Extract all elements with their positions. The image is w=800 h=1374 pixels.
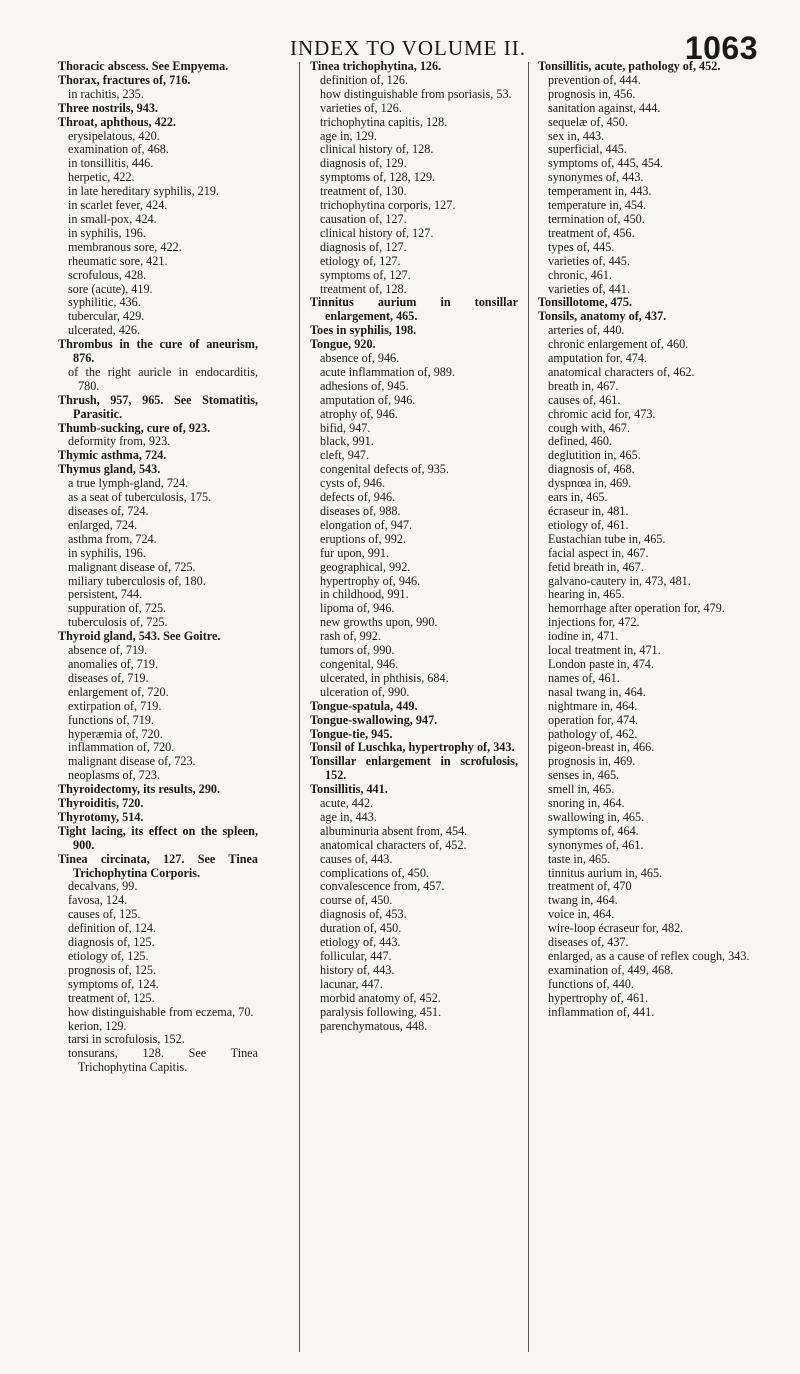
index-subentry: galvano-cautery in, 473, 481. (548, 573, 691, 588)
index-entry: Tonsillitis, acute, pathology of, 452. (538, 59, 721, 73)
index-subentry: local treatment in, 471. (548, 643, 661, 658)
index-subentry: congenital defects of, 935. (320, 462, 449, 477)
index-subentry: history of, 443. (320, 962, 395, 977)
index-subentry: acute, 442. (320, 796, 374, 811)
index-subentry: names of, 461. (548, 670, 620, 685)
index-subentry: synonymes of, 461. (548, 837, 644, 852)
index-subentry: ears in, 465. (548, 490, 608, 505)
index-subentry: types of, 445. (548, 239, 615, 254)
index-subentry: senses in, 465. (548, 768, 620, 783)
index-subentry: anomalies of, 719. (68, 656, 159, 671)
index-subentry: anatomical characters of, 452. (320, 837, 467, 852)
index-subentry: miliary tuberculosis of, 180. (68, 573, 206, 588)
index-subentry: etiology of, 443. (320, 935, 401, 950)
index-entry: Thorax, fractures of, 716. (58, 72, 191, 87)
index-subentry: inflammation of, 441. (548, 1004, 655, 1019)
index-subentry: rash of, 992. (320, 629, 381, 644)
index-subentry: clinical history of, 127. (320, 225, 434, 240)
index-entry: Tongue, 920. (310, 337, 376, 352)
index-subentry: varieties of, 445. (548, 253, 630, 268)
index-subentry: diseases of, 724. (68, 504, 149, 518)
index-entry: Tongue-spatula, 449. (310, 698, 418, 713)
index-subentry: causes of, 443. (320, 851, 393, 866)
index-subentry: as a seat of tuberculosis, 175. (68, 490, 212, 505)
index-subentry: clinical history of, 128. (320, 142, 434, 157)
index-subentry: persistent, 744. (68, 587, 143, 602)
index-subentry: in late hereditary syphilis, 219. (68, 184, 219, 199)
index-subentry: erysipelatous, 420. (68, 128, 160, 143)
index-column-3 (538, 60, 763, 1020)
index-entry: Thrombus in the cure of aneurism, 876. (58, 337, 258, 366)
index-subentry: hemorrhage after operation for, 479. (548, 601, 725, 616)
index-subentry: diseases of, 437. (548, 935, 629, 950)
index-subentry: trichophytina capitis, 128. (320, 114, 448, 129)
index-entry: Thymus gland, 543. (58, 462, 161, 477)
index-subentry: in scarlet fever, 424. (68, 198, 168, 213)
index-entry: Thyrotomy, 514. (58, 809, 144, 824)
index-subentry: fetid breath in, 467. (548, 559, 644, 574)
index-subentry: extirpation of, 719. (68, 698, 162, 713)
index-subentry: symptoms of, 127. (320, 267, 411, 282)
index-subentry: functions of, 440. (548, 976, 634, 991)
index-subentry: voice in, 464. (548, 907, 615, 922)
index-entry: Throat, aphthous, 422. (58, 114, 176, 129)
index-subentry: ulcerated, in phthisis, 684. (320, 670, 449, 685)
index-subentry: prognosis in, 469. (548, 754, 636, 769)
index-entry: Thyroid gland, 543. See Goitre. (58, 629, 221, 644)
index-subentry: sequelæ of, 450. (548, 114, 628, 129)
index-subentry: chronic enlargement of, 460. (548, 337, 689, 352)
index-subentry: varieties of, 441. (548, 281, 630, 296)
index-subentry: trichophytina corporis, 127. (320, 198, 456, 213)
column-divider (299, 62, 300, 1352)
index-entry: Tongue-swallowing, 947. (310, 712, 438, 727)
index-subentry: symptoms of, 128, 129. (320, 170, 436, 185)
index-subentry: diagnosis of, 125. (68, 935, 155, 950)
index-subentry: symptoms of, 124. (68, 976, 159, 991)
index-subentry: albuminuria absent from, 454. (320, 823, 468, 838)
index-entry: Tonsillar enlargement in scrofulosis, 152. (310, 754, 518, 783)
index-column-1 (58, 60, 258, 1075)
index-subentry: asthma from, 724. (68, 531, 157, 546)
index-subentry: decalvans, 99. (68, 879, 138, 894)
index-subentry: ulceration of, 990. (320, 684, 410, 699)
index-subentry: treatment of, 456. (548, 225, 635, 240)
index-subentry: syphilitic, 436. (68, 295, 141, 310)
index-subentry: defects of, 946. (320, 490, 396, 505)
index-subentry: treatment of, 128. (320, 281, 407, 296)
index-subentry: age in, 443. (320, 809, 377, 824)
index-subentry: definition of, 126. (320, 72, 409, 87)
index-subentry: temperature in, 454. (548, 198, 647, 213)
index-subentry: etiology of, 461. (548, 517, 629, 532)
index-subentry: deglutition in, 465. (548, 448, 641, 463)
index-subentry: causation of, 127. (320, 211, 407, 226)
page-number: 1063 (684, 30, 758, 66)
index-subentry: scrofulous, 428. (68, 267, 147, 282)
index-subentry: tarsi in scrofulosis, 152. (68, 1032, 185, 1047)
index-subentry: tuberculosis of, 725. (68, 615, 168, 630)
index-subentry: in syphilis, 196. (68, 225, 146, 240)
index-subentry: treatment of, 125. (68, 990, 155, 1005)
index-subentry: termination of, 450. (548, 211, 645, 226)
index-subentry: pathology of, 462. (548, 726, 638, 741)
index-entry: Tonsillotome, 475. (538, 295, 633, 310)
index-subentry: synonymes of, 443. (548, 170, 644, 185)
index-subentry: in childhood, 991. (320, 587, 409, 602)
index-subentry: diseases of, 988. (320, 504, 401, 518)
index-entry: Tongue-tie, 945. (310, 726, 393, 741)
index-subentry: how distinguishable from eczema, 70. (68, 1004, 254, 1019)
index-subentry: diagnosis of, 468. (548, 462, 635, 477)
running-title: INDEX TO VOLUME II. (290, 36, 526, 60)
index-subentry: black, 991. (320, 434, 374, 449)
index-subentry: eruptions of, 992. (320, 531, 406, 546)
index-subentry: dyspnœa in, 469. (548, 476, 632, 491)
index-subentry: facial aspect in, 467. (548, 545, 649, 560)
index-subentry: diagnosis of, 453. (320, 907, 407, 922)
index-subentry: new growths upon, 990. (320, 615, 438, 630)
index-subentry: herpetic, 422. (68, 170, 135, 185)
index-entry: Thyroiditis, 720. (58, 796, 144, 811)
index-subentry: écraseur in, 481. (548, 504, 629, 518)
index-subentry: congenital, 946. (320, 656, 399, 671)
index-subentry: sore (acute), 419. (68, 281, 153, 296)
index-subentry: symptoms of, 464. (548, 823, 639, 838)
index-subentry: injections for, 472. (548, 615, 640, 630)
index-subentry: treatment of, 130. (320, 184, 407, 199)
index-subentry: in syphilis, 196. (68, 545, 146, 560)
index-subentry: anatomical characters of, 462. (548, 364, 695, 379)
index-subentry: lipoma of, 946. (320, 601, 395, 616)
index-entry: Tonsil of Luschka, hypertrophy of, 343. (310, 740, 515, 755)
index-subentry: amputation for, 474. (548, 351, 648, 366)
index-subentry: diseases of, 719. (68, 670, 149, 685)
index-subentry: deformity from, 923. (68, 434, 171, 449)
index-subentry: amputation of, 946. (320, 392, 416, 407)
index-subentry: bifid, 947. (320, 420, 371, 435)
index-entry: Thrush, 957, 965. See Stomatitis, Parasitic. (58, 392, 258, 421)
index-subentry: causes of, 461. (548, 392, 621, 407)
index-subentry: absence of, 719. (68, 643, 148, 658)
index-subentry: temperament in, 443. (548, 184, 652, 199)
index-subentry: prevention of, 444. (548, 72, 641, 87)
index-subentry: wire-loop écraseur for, 482. (548, 921, 684, 936)
index-subentry: morbid anatomy of, 452. (320, 990, 441, 1005)
index-subentry: enlarged, as a cause of reflex cough, 343. (548, 949, 750, 963)
index-subentry: diagnosis of, 129. (320, 156, 407, 171)
index-subentry: swallowing in, 465. (548, 809, 645, 824)
index-entry: Thumb-sucking, cure of, 923. (58, 420, 211, 435)
index-subentry: tonsurans, 128. See Tinea Trichophytina Capitis. (68, 1046, 258, 1075)
index-subentry: hypertrophy of, 461. (548, 990, 649, 1005)
index-subentry: rheumatic sore, 421. (68, 253, 168, 268)
index-entry: Thymic asthma, 724. (58, 448, 167, 463)
index-subentry: complications of, 450. (320, 865, 429, 880)
index-subentry: cysts of, 946. (320, 476, 385, 491)
index-subentry: malignant disease of, 725. (68, 559, 196, 574)
index-subentry: kerion, 129. (68, 1018, 127, 1033)
index-column-2 (310, 60, 518, 1033)
index-subentry: sanitation against, 444. (548, 100, 661, 115)
index-subentry: etiology of, 125. (68, 949, 149, 963)
index-subentry: malignant disease of, 723. (68, 754, 196, 769)
index-subentry: cleft, 947. (320, 448, 370, 463)
index-subentry: tubercular, 429. (68, 309, 145, 324)
index-entry: Tonsils, anatomy of, 437. (538, 309, 667, 324)
index-subentry: course of, 450. (320, 893, 393, 908)
index-subentry: enlargement of, 720. (68, 684, 169, 699)
index-subentry: tinnitus aurium in, 465. (548, 865, 663, 880)
index-entry: Thyroidectomy, its results, 290. (58, 782, 221, 797)
index-subentry: arteries of, 440. (548, 323, 625, 338)
index-subentry: duration of, 450. (320, 921, 402, 936)
index-subentry: favosa, 124. (68, 893, 128, 908)
index-subentry: nightmare in, 464. (548, 698, 638, 713)
index-subentry: definition of, 124. (68, 921, 157, 936)
index-entry: Tinea circinata, 127. See Tinea Trichophytina Corporis. (58, 851, 258, 880)
index-entry: Tonsillitis, 441. (310, 782, 388, 797)
index-subentry: atrophy of, 946. (320, 406, 398, 421)
index-subentry: chromic acid for, 473. (548, 406, 656, 421)
index-subentry: Eustachian tube in, 465. (548, 531, 666, 546)
index-entry: Tinnitus aurium in tonsillar enlargement, 465. (310, 295, 518, 324)
index-subentry: parenchymatous, 448. (320, 1018, 428, 1033)
index-subentry: treatment of, 470 (548, 879, 632, 894)
index-entry: Toes in syphilis, 198. (310, 323, 417, 338)
index-subentry: pigeon-breast in, 466. (548, 740, 655, 755)
index-subentry: absence of, 946. (320, 351, 400, 366)
index-subentry: diagnosis of, 127. (320, 239, 407, 254)
index-subentry: taste in, 465. (548, 851, 611, 866)
index-subentry: examination of, 449, 468. (548, 962, 674, 977)
index-subentry: in rachitis, 235. (68, 86, 144, 101)
index-subentry: sex in, 443. (548, 128, 605, 143)
index-subentry: neoplasms of, 723. (68, 768, 161, 783)
index-subentry: lacunar, 447. (320, 976, 383, 991)
index-subentry: paralysis following, 451. (320, 1004, 442, 1019)
index-subentry: operation for, 474. (548, 712, 639, 727)
index-entry: Tight lacing, its effect on the spleen, 900. (58, 823, 258, 852)
index-subentry: snoring in, 464. (548, 796, 625, 811)
index-subentry: varieties of, 126. (320, 100, 402, 115)
index-subentry: tumors of, 990. (320, 643, 395, 658)
index-subentry: in small-pox, 424. (68, 211, 157, 226)
index-subentry: in tonsillitis, 446. (68, 156, 154, 171)
column-divider (528, 62, 529, 1352)
index-subentry: causes of, 125. (68, 907, 141, 922)
index-subentry: prognosis of, 125. (68, 962, 157, 977)
index-subentry: breath in, 467. (548, 378, 619, 393)
index-subentry: chronic, 461. (548, 267, 612, 282)
index-subentry: enlarged, 724. (68, 517, 138, 532)
index-subentry: hearing in, 465. (548, 587, 625, 602)
index-subentry: elongation of, 947. (320, 517, 413, 532)
index-subentry: adhesions of, 945. (320, 378, 409, 393)
index-subentry: inflammation of, 720. (68, 740, 175, 755)
index-subentry: hyperæmia of, 720. (68, 726, 163, 741)
index-subentry: twang in, 464. (548, 893, 618, 908)
index-subentry: superficial, 445. (548, 142, 627, 157)
index-subentry: prognosis in, 456. (548, 86, 636, 101)
index-entry: Tinea trichophytina, 126. (310, 59, 442, 73)
index-subentry: cough with, 467. (548, 420, 630, 435)
index-subentry: smell in, 465. (548, 782, 615, 797)
index-subentry: iodine in, 471. (548, 629, 619, 644)
index-subentry: hypertrophy of, 946. (320, 573, 421, 588)
index-subentry: membranous sore, 422. (68, 239, 182, 254)
index-subentry: examination of, 468. (68, 142, 169, 157)
index-subentry: age in, 129. (320, 128, 377, 143)
index-subentry: etiology of, 127. (320, 253, 401, 268)
index-entry: Three nostrils, 943. (58, 100, 158, 115)
index-subentry: ulcerated, 426. (68, 323, 141, 338)
index-subentry: of the right auricle in endocarditis, 780. (68, 364, 258, 393)
index-entry: Thoracic abscess. See Empyema. (58, 59, 229, 73)
index-subentry: follicular, 447. (320, 949, 392, 963)
index-subentry: how distinguishable from psoriasis, 53. (320, 86, 512, 101)
index-subentry: nasal twang in, 464. (548, 684, 646, 699)
index-subentry: defined, 460. (548, 434, 612, 449)
index-subentry: functions of, 719. (68, 712, 154, 727)
index-subentry: suppuration of, 725. (68, 601, 167, 616)
index-subentry: London paste in, 474. (548, 656, 654, 671)
index-subentry: symptoms of, 445, 454. (548, 156, 664, 171)
index-subentry: a true lymph-gland, 724. (68, 476, 189, 491)
index-subentry: fur upon, 991. (320, 545, 390, 560)
index-subentry: geographical, 992. (320, 559, 411, 574)
index-subentry: convalescence from, 457. (320, 879, 445, 894)
index-subentry: acute inflammation of, 989. (320, 364, 456, 379)
